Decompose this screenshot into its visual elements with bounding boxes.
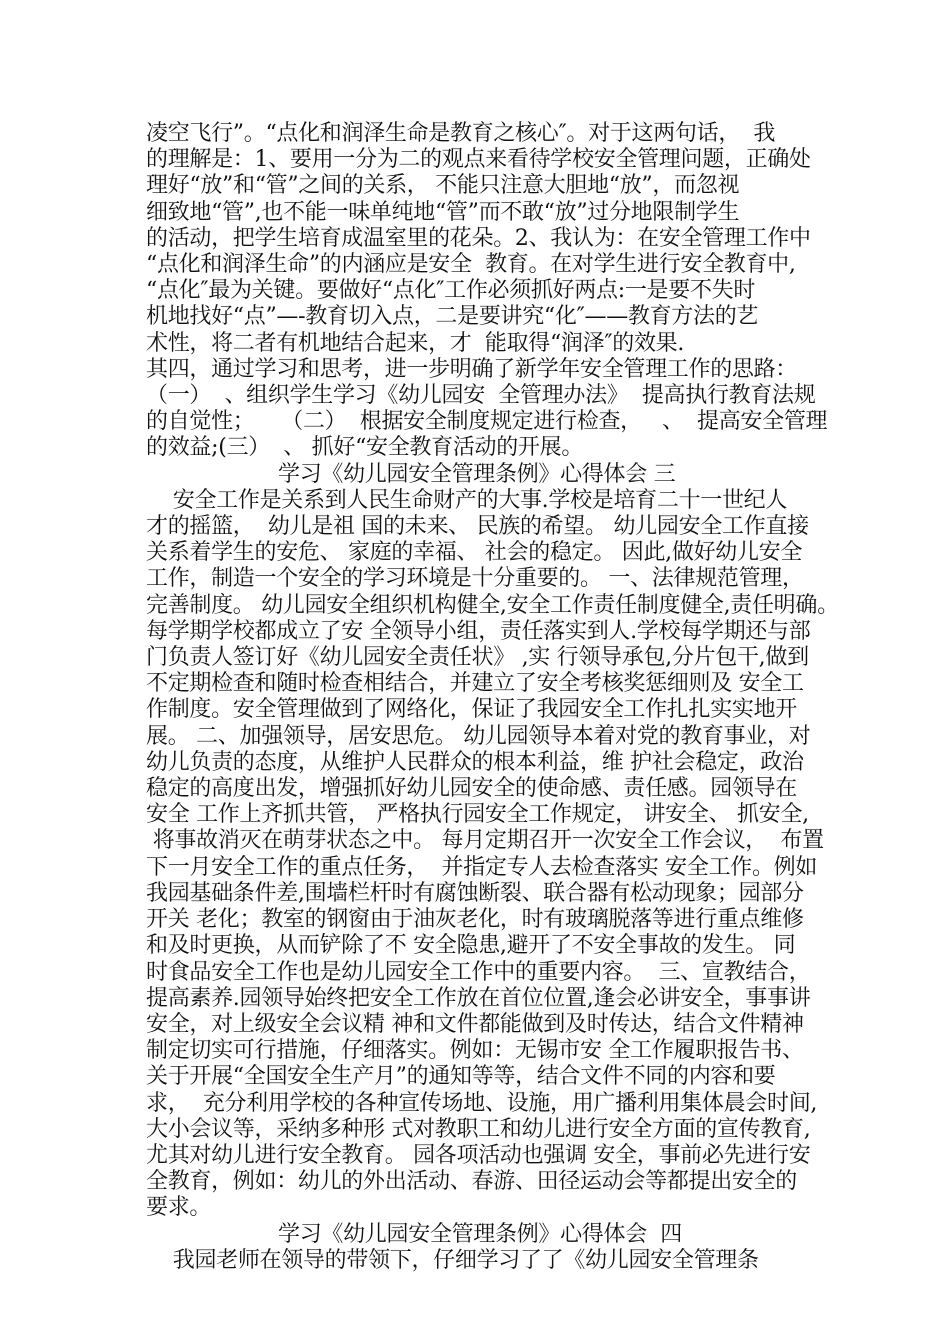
body-line: （一） 、组织学生学习《幼儿园安 全管理办法》 提高执行教育法规 xyxy=(146,383,816,409)
body-line: 其四，通过学习和思考，进一步明确了新学年安全管理工作的思路： xyxy=(146,356,798,382)
body-line: 作制度。安全管理做到了网络化，保证了我园安全工作扎扎实实地开 xyxy=(146,697,798,723)
body-line: 安全 工作上齐抓共管， 严格执行园安全工作规定， 讲安全、 抓安全, xyxy=(146,802,809,828)
body-line: 全教育，例如：幼儿的外出活动、春游、田径运动会等都提出安全的 xyxy=(146,1169,798,1195)
body-line: 展。 二、加强领导，居安思危。 幼儿园领导本着对党的教育事业，对 xyxy=(146,723,811,749)
body-line: 下一月安全工作的重点任务， 并指定专人去检查落实 安全工作。例如 xyxy=(146,854,818,880)
body-line: 尤其对幼儿进行安全教育。 园各项活动也强调 安全，事前必先进行安 xyxy=(146,1142,811,1168)
body-line: 工作，制造一个安全的学习环境是十分重要的。 一、法律规范管理， xyxy=(146,566,804,592)
body-line: 我园老师在领导的带领下，仔细学习了了《幼儿园安全管理条 xyxy=(146,1247,759,1273)
body-line: 和及时更换，从而铲除了不 安全隐患,避开了不安全事故的发生。 同 xyxy=(146,933,796,959)
body-line: 的效益;(三） 、 抓好“安全教育活动的开展。 xyxy=(146,435,584,461)
body-line: 时食品安全工作也是幼儿园安全工作中的重要内容。 三、宣教结合， xyxy=(146,959,811,985)
body-line: 提高素养.园领导始终把安全工作放在首位位置,逢会必讲安全，事事讲 xyxy=(146,985,811,1011)
body-line: “点化和润泽生命”的内涵应是安全 教育。在对学生进行安全教育中, xyxy=(146,252,796,278)
body-line: 开关 老化；教室的钢窗由于油灰老化，时有玻璃脱落等进行重点维修 xyxy=(146,907,804,933)
body-line: 大小会议等，采纳多种形 式对教职工和幼儿进行安全方面的宣传教育, xyxy=(146,1116,811,1142)
body-line: 制定切实可行措施，仔细落实。例如：无锡市安 全工作履职报告书、 xyxy=(146,1038,804,1064)
document-body xyxy=(146,121,839,1274)
body-line: 的理解是：1、要用一分为二的观点来看待学校安全管理问题，正确处 xyxy=(146,147,811,173)
body-line: 我园基础条件差,围墙栏杆时有腐蚀断裂、联合器有松动现象；园部分 xyxy=(146,880,804,906)
body-line: 幼儿负责的态度，从维护人民群众的根本利益，维 护社会稳定，政治 xyxy=(146,749,804,775)
body-line: “点化″最为关键。要做好“点化″工作必须抓好两点:一是要不失时 xyxy=(146,278,756,304)
body-line: 关系着学生的安危、 家庭的幸福、 社会的稳定。 因此,做好幼儿安全 xyxy=(146,540,803,566)
body-line: 才的摇篮， 幼儿是祖 国的未来、 民族的希望。 幼儿园安全工作直接 xyxy=(146,514,809,540)
body-line: 将事故消灭在萌芽状态之中。 每月定期召开一次安全工作会议， 布置 xyxy=(146,828,824,854)
body-line: 门负责人签订好《幼儿园安全责任状》 ,实 行领导承包,分片包干,做到 xyxy=(146,645,809,671)
section-title-4: 学习《幼儿园安全管理条例》心得体会 四 xyxy=(278,1221,682,1247)
body-line: 机地找好“点”—-教育切入点，二是要讲究“化″——教育方法的艺 xyxy=(146,304,759,330)
body-line: 求， 充分利用学校的各种宣传场地、设施，用广播利用集体晨会时间, xyxy=(146,1090,818,1116)
body-line: 每学期学校都成立了安 全领导小组，责任落实到人.学校每学期还与部 xyxy=(146,618,811,644)
body-line: 稳定的高度出发，增强抓好幼儿园安全的使命感、责任感。园领导在 xyxy=(146,776,798,802)
body-line: 术性，将二者有机地结合起来，才 能取得“润泽″的效果. xyxy=(146,330,685,356)
body-line: 凌空飞行”。“点化和润泽生命是教育之核心″。对于这两句话， 我 xyxy=(146,121,776,146)
body-line: 不定期检查和随时检查相结合，并建立了安全考核奖惩细则及 安全工 xyxy=(146,671,804,697)
body-line: 完善制度。 幼儿园安全组织机构健全,安全工作责任制度健全,责任明确。 xyxy=(146,592,839,618)
body-line: 理好“放”和“管”之间的关系， 不能只注意大胆地“放”，而忽视 xyxy=(146,173,740,199)
body-line: 的活动，把学生培育成温室里的花朵。2、我认为：在安全管理工作中 xyxy=(146,225,811,251)
body-line: 细致地“管”,也不能一味单纯地“管”而不敢“放”过分地限制学生 xyxy=(146,199,740,225)
body-line: 安全工作是关系到人民生命财产的大事.学校是培育二十一世纪人 xyxy=(146,487,788,513)
body-line: 关于开展“全国安全生产月”的通知等等，结合文件不同的内容和要 xyxy=(146,1064,776,1090)
body-line: 的自觉性； （二） 根据安全制度规定进行检查， 、 提高安全管理 xyxy=(146,409,828,435)
body-line: 要求。 xyxy=(146,1195,212,1221)
body-line: 安全，对上级安全会议精 神和文件都能做到及时传达，结合文件精神 xyxy=(146,1011,804,1037)
section-title-3: 学习《幼儿园安全管理条例》心得体会 三 xyxy=(278,461,676,487)
